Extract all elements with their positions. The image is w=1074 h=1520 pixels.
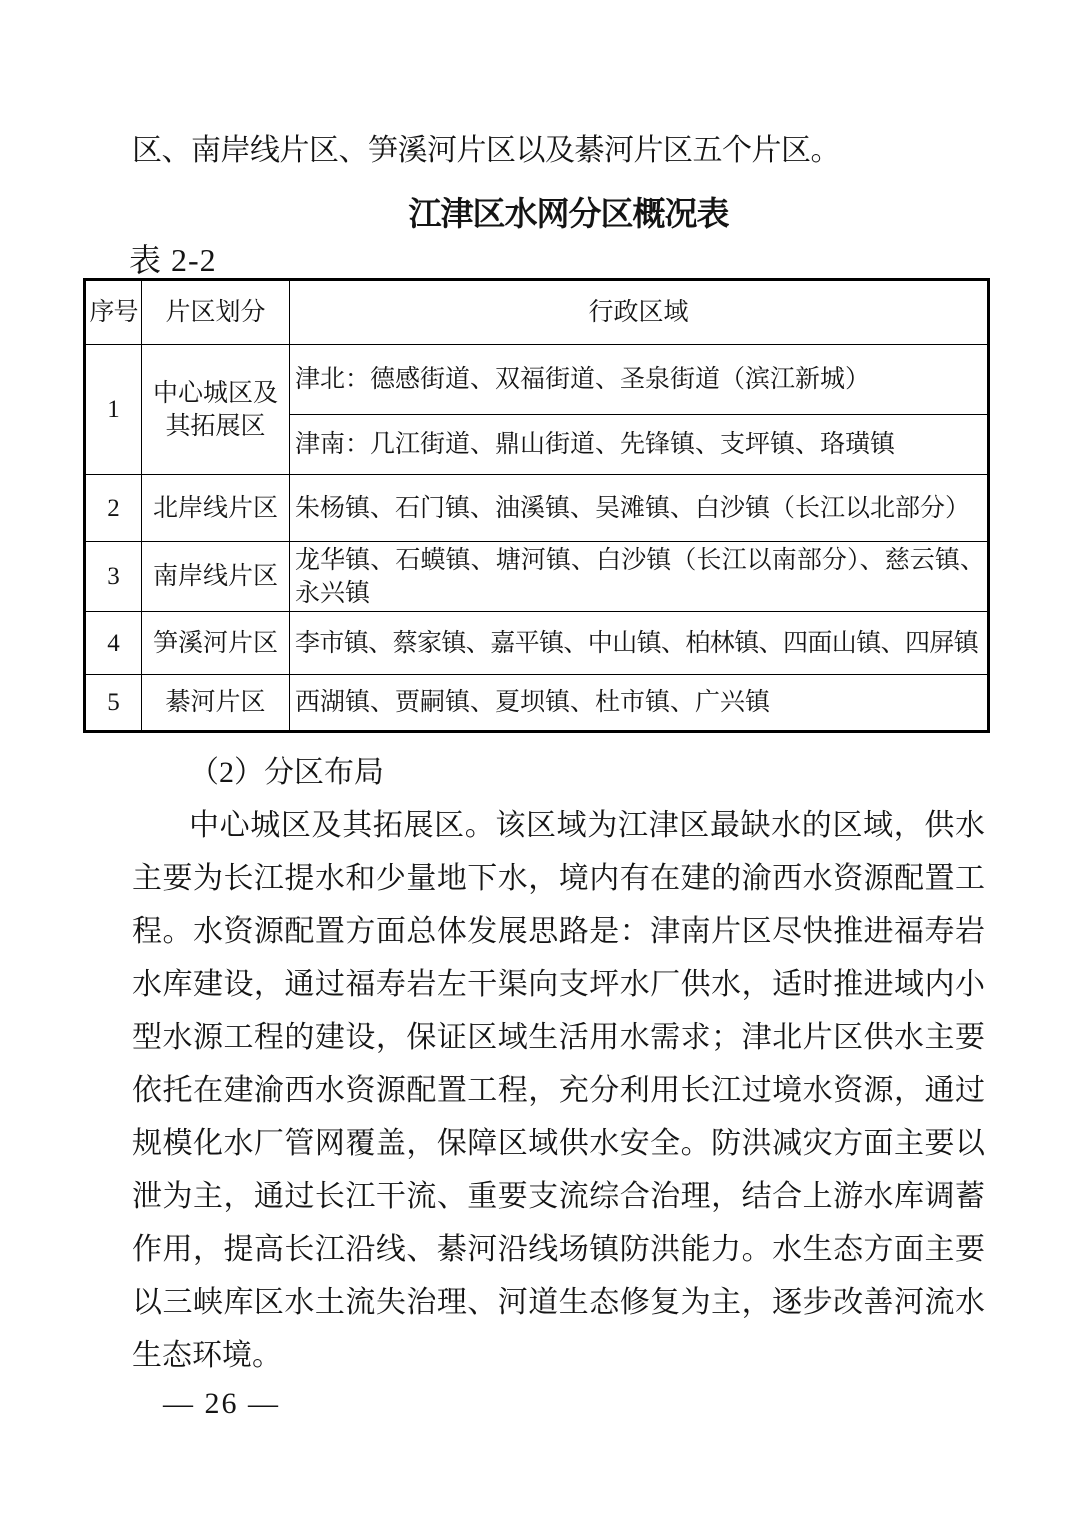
table-row-4-zone: 笋溪河片区 — [142, 612, 290, 675]
table-row-4-seq: 4 — [86, 612, 142, 675]
body-line: 规模化水厂管网覆盖，保障区域供水安全。防洪减灾方面主要以 — [132, 1127, 985, 1160]
body-line: 型水源工程的建设，保证区域生活用水需求；津北片区供水主要 — [132, 1021, 985, 1054]
table-row-1-admin-south: 津南：几江街道、鼎山街道、先锋镇、支坪镇、珞璜镇 — [290, 415, 987, 475]
table-row-2-seq: 2 — [86, 475, 142, 542]
body-line: 水库建设，通过福寿岩左干渠向支坪水厂供水，适时推进域内小 — [132, 968, 985, 1001]
body-line: 泄为主，通过长江干流、重要支流综合治理，结合上游水库调蓄 — [132, 1180, 985, 1213]
table-title: 江津区水网分区概况表 — [408, 195, 729, 232]
body-text — [132, 746, 985, 1382]
body-line: （2）分区布局 — [189, 756, 384, 789]
continuation-paragraph-line: 区、南岸线片区、笋溪河片区以及綦河片区五个片区。 — [132, 134, 840, 167]
body-line: 中心城区及其拓展区。该区域为江津区最缺水的区域，供水 — [189, 809, 985, 842]
body-line: 生态环境。 — [132, 1339, 282, 1372]
table-row-5-zone: 綦河片区 — [142, 675, 290, 730]
table-row-3-admin: 龙华镇、石蟆镇、塘河镇、白沙镇（长江以南部分）、慈云镇、永兴镇 — [290, 542, 987, 612]
table-row-5-admin: 西湖镇、贾嗣镇、夏坝镇、杜市镇、广兴镇 — [295, 689, 771, 716]
body-line: 主要为长江提水和少量地下水，境内有在建的渝西水资源配置工 — [132, 862, 985, 895]
page-number: — 26 — — [163, 1387, 280, 1420]
table-header-seq: 序号 — [86, 281, 142, 345]
body-line: 作用，提高长江沿线、綦河沿线场镇防洪能力。水生态方面主要 — [132, 1233, 985, 1266]
table-row-1-zone: 中心城区及其拓展区 — [142, 345, 290, 475]
table-row-2-zone: 北岸线片区 — [142, 475, 290, 542]
table-row-1-admin-north: 津北：德感街道、双福街道、圣泉街道（滨江新城） — [290, 345, 987, 415]
water-network-zone-table — [83, 278, 990, 733]
table-row-3-seq: 3 — [86, 542, 142, 612]
body-line: 程。水资源配置方面总体发展思路是：津南片区尽快推进福寿岩 — [132, 915, 985, 948]
table-header-zone: 片区划分 — [142, 281, 290, 345]
table-row-3-zone: 南岸线片区 — [142, 542, 290, 612]
table-header-admin: 行政区域 — [290, 281, 987, 345]
table-number-label: 表 2-2 — [129, 242, 217, 278]
table-row-4-admin: 李市镇、蔡家镇、嘉平镇、中山镇、柏林镇、四面山镇、四屏镇 — [290, 612, 987, 675]
table-row-2-admin: 朱杨镇、石门镇、油溪镇、吴滩镇、白沙镇（长江以北部分） — [290, 475, 987, 542]
body-line: 以三峡库区水土流失治理、河道生态修复为主，逐步改善河流水 — [132, 1286, 985, 1319]
body-line: 依托在建渝西水资源配置工程，充分利用长江过境水资源，通过 — [132, 1074, 985, 1107]
table-row-1-seq: 1 — [86, 345, 142, 475]
table-row-5-seq: 5 — [86, 675, 142, 730]
